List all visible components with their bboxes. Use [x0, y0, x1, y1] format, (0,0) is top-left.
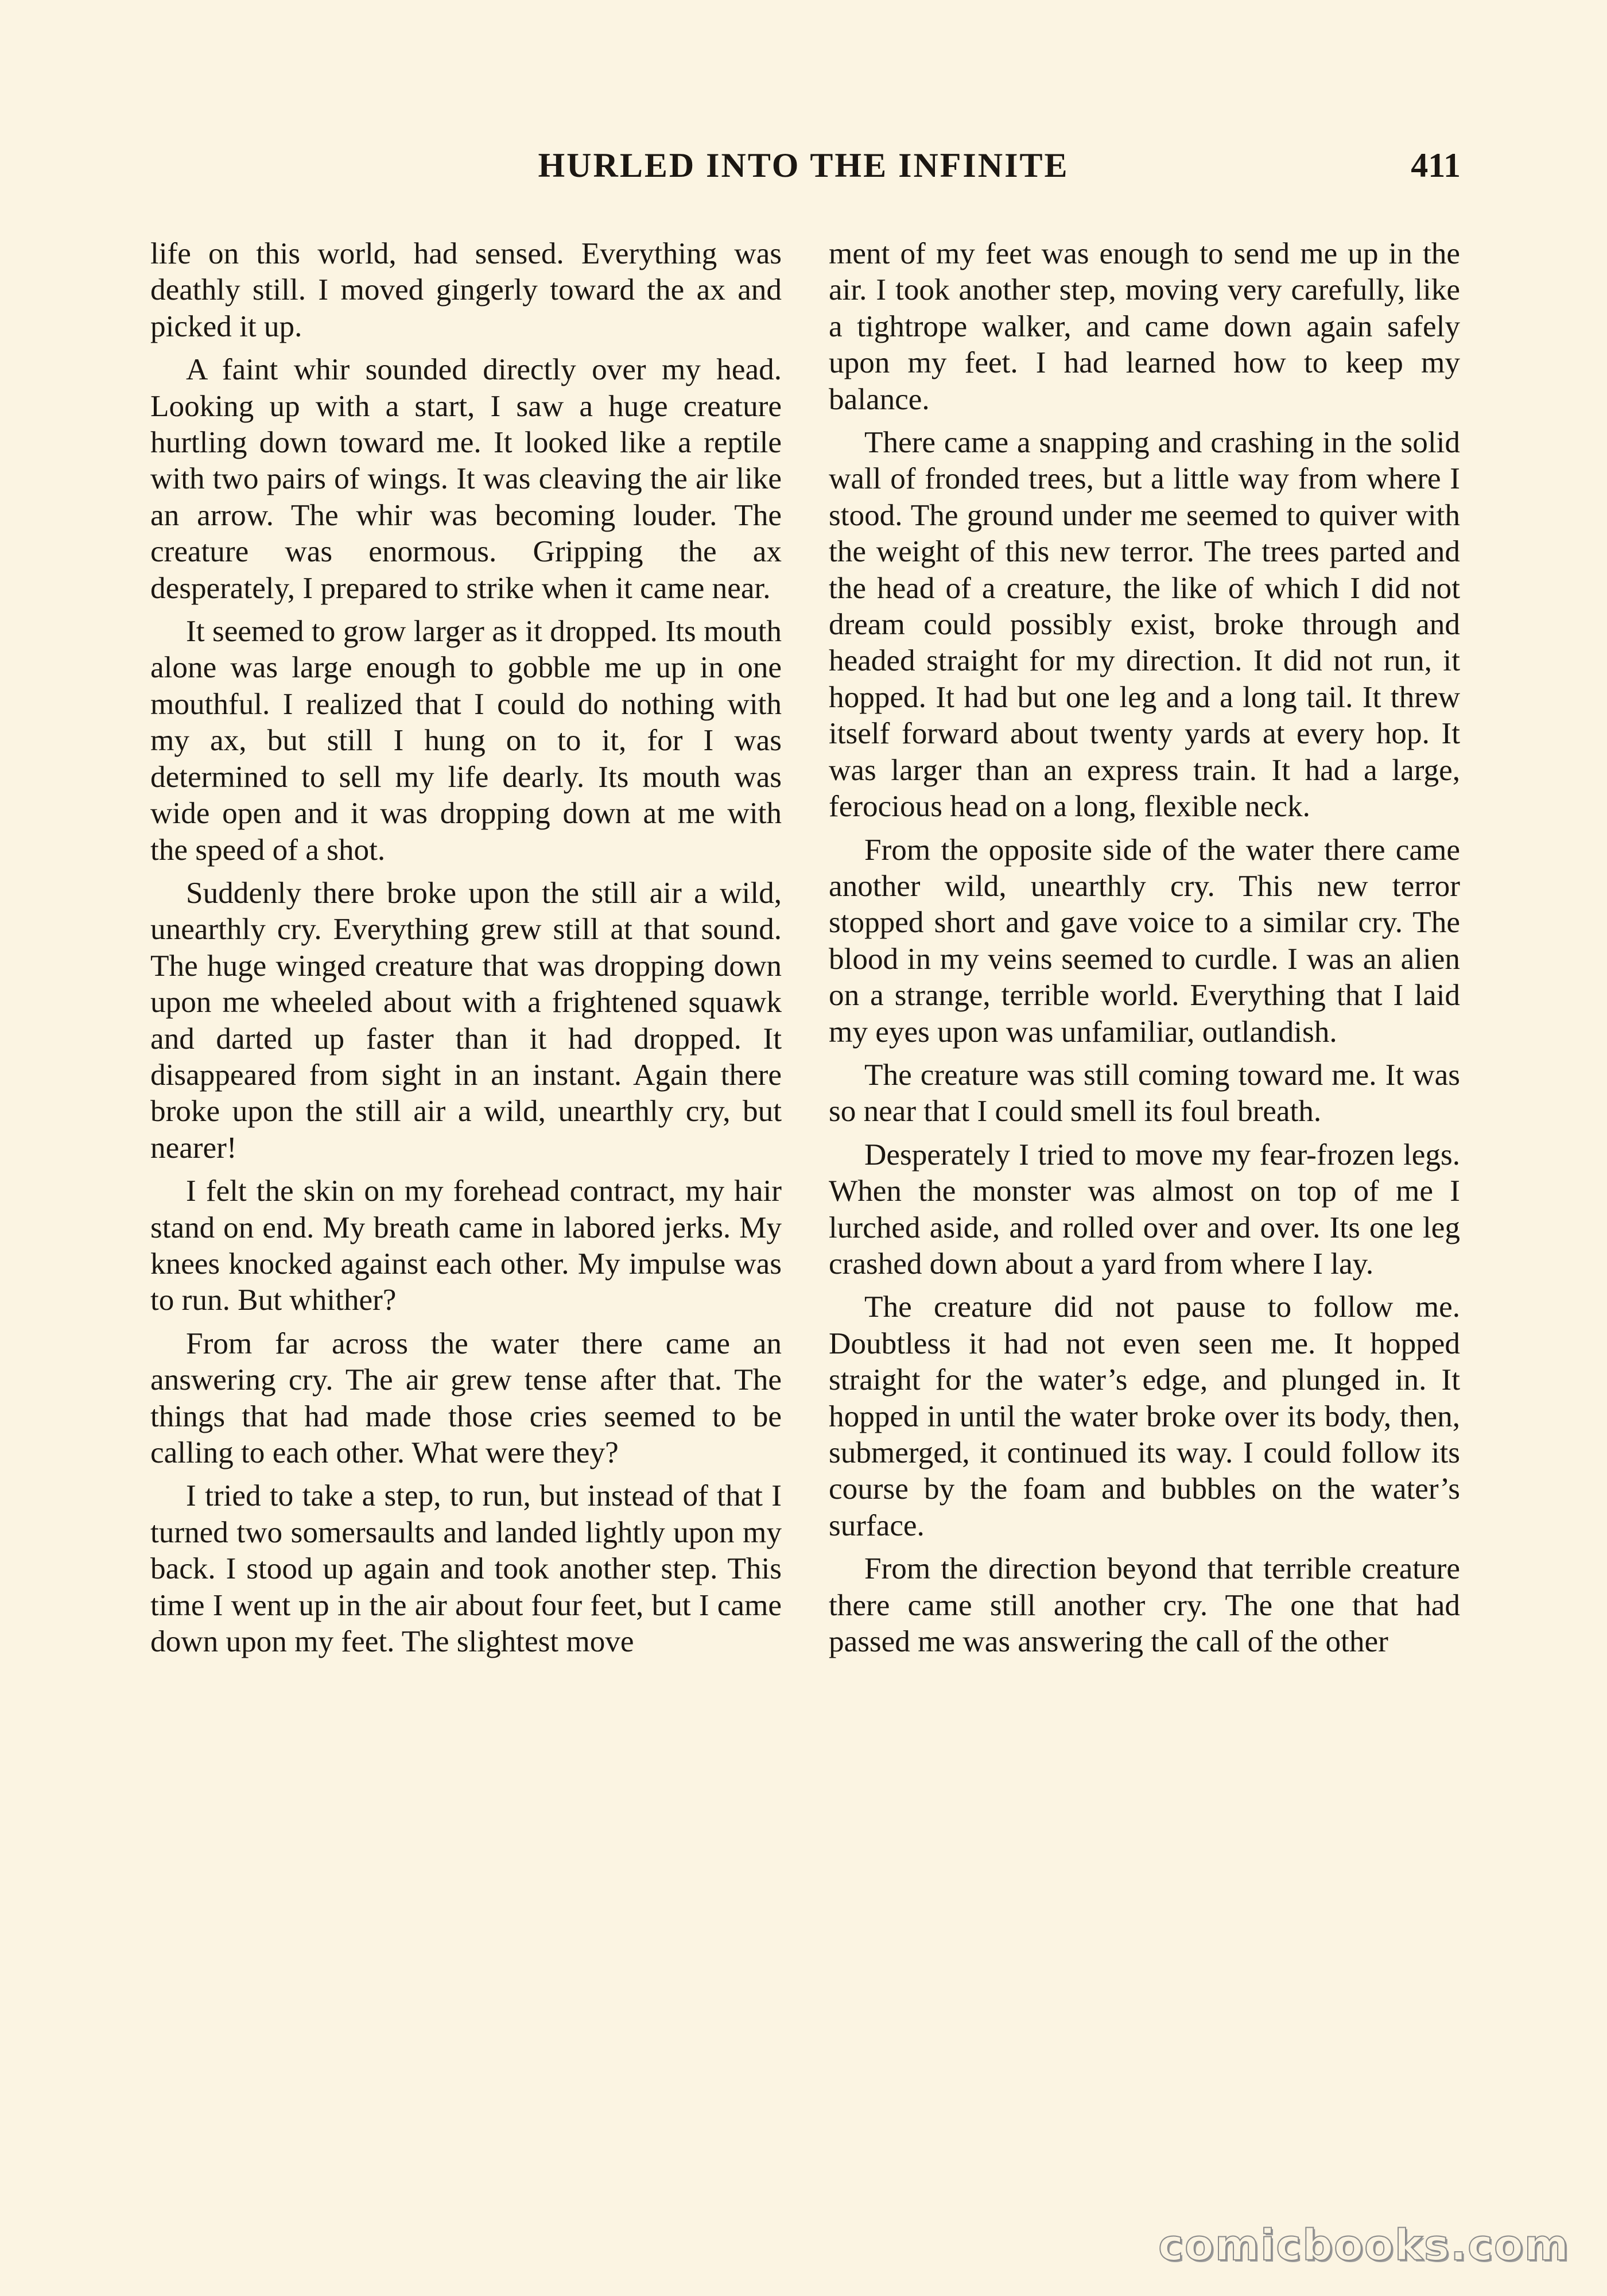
paragraph: From far across the water there came an answering cry. The air grew tense after that. The things that had made those cries seemed to be calling to each other. What were they?	[150, 1326, 782, 1469]
paragraph: From the opposite side of the water there came another wild, unearthly cry. This new terror stopped short and gave voice to a similar cry. The blood in my veins seemed to curdle. I was an alien on a strange, terrible world. Everything that I laid my eyes upon was unfamiliar, outlandish.	[829, 832, 1460, 1049]
text-columns	[150, 235, 1460, 1666]
left-column	[150, 235, 782, 1666]
paragraph: life on this world, had sensed. Everything was deathly still. I moved gingerly toward the ax and picked it up.	[150, 236, 782, 343]
paragraph: The creature did not pause to follow me. Doubtless it had not even seen me. It hopped straight for the water’s edge, and plunged in. It hopped in until the water broke over its body, then, submerged, it continued its way. I could follow its course by the foam and bubbles on the water’s surface.	[829, 1290, 1460, 1542]
paragraph: Desperately I tried to move my fear-frozen legs. When the monster was almost on top of me I lurched aside, and rolled over and over. Its one leg crashed down about a yard from where I lay.	[829, 1137, 1460, 1281]
paragraph: It seemed to grow larger as it dropped. Its mouth alone was large enough to gobble me up in one mouthful. I realized that I could do nothing with my ax, but still I hung on to it, for I was determined to sell my life dearly. Its mouth was wide open and it was dropping down at me with the speed of a shot.	[150, 614, 782, 867]
paragraph: Suddenly there broke upon the still air a wild, unearthly cry. Everything grew still at that sound. The huge winged creature that was dropping down upon me wheeled about with a frightened squawk and darted up faster than it had dropped. It disappeared from sight in an instant. Again there broke upon the still air a wild, unearthly cry, but nearer!	[150, 875, 782, 1165]
paragraph: A faint whir sounded directly over my head. Looking up with a start, I saw a huge creature hurtling down toward me. It looked like a reptile with two pairs of wings. It was cleaving the air like an arrow. The whir was becoming louder. The creature was enormous. Gripping the ax desperately, I prepared to strike when it came near.	[150, 352, 782, 605]
right-column	[829, 235, 1460, 1666]
watermark-logo: comicbooks.com	[1158, 2221, 1570, 2270]
running-title: HURLED INTO THE INFINITE	[538, 146, 1069, 184]
paragraph: From the direction beyond that terrible creature there came still another cry. The one that had passed me was answering the call of the other	[829, 1552, 1460, 1659]
paragraph: The creature was still coming toward me. It was so near that I could smell its foul breath.	[829, 1057, 1460, 1128]
page-header	[146, 142, 1461, 188]
page-number: 411	[1411, 146, 1461, 184]
paragraph: I felt the skin on my forehead contract, my hair stand on end. My breath came in labored jerks. My knees knocked against each other. My impulse was to run. But whither?	[150, 1174, 782, 1317]
paragraph: There came a snapping and crashing in the solid wall of fronded trees, but a little way from where I stood. The ground under me seemed to quiver with the weight of this new terror. The trees parted and the head of a creature, the like of which I did not dream could possibly exist, broke through and headed straight for my direction. It did not run, it hopped. It had but one leg and a long tail. It threw itself forward about twenty yards at every hop. It was larger than an express train. It had a large, ferocious head on a long, flexible neck.	[829, 425, 1460, 824]
paragraph: ment of my feet was enough to send me up in the air. I took another step, moving very carefully, like a tightrope walker, and came down again safely upon my feet. I had learned how to keep my balance.	[829, 236, 1460, 416]
paragraph: I tried to take a step, to run, but instead of that I turned two somersaults and landed lightly upon my back. I stood up again and took another step. This time I went up in the air about four feet, but I came down upon my feet. The slightest move	[150, 1479, 782, 1659]
